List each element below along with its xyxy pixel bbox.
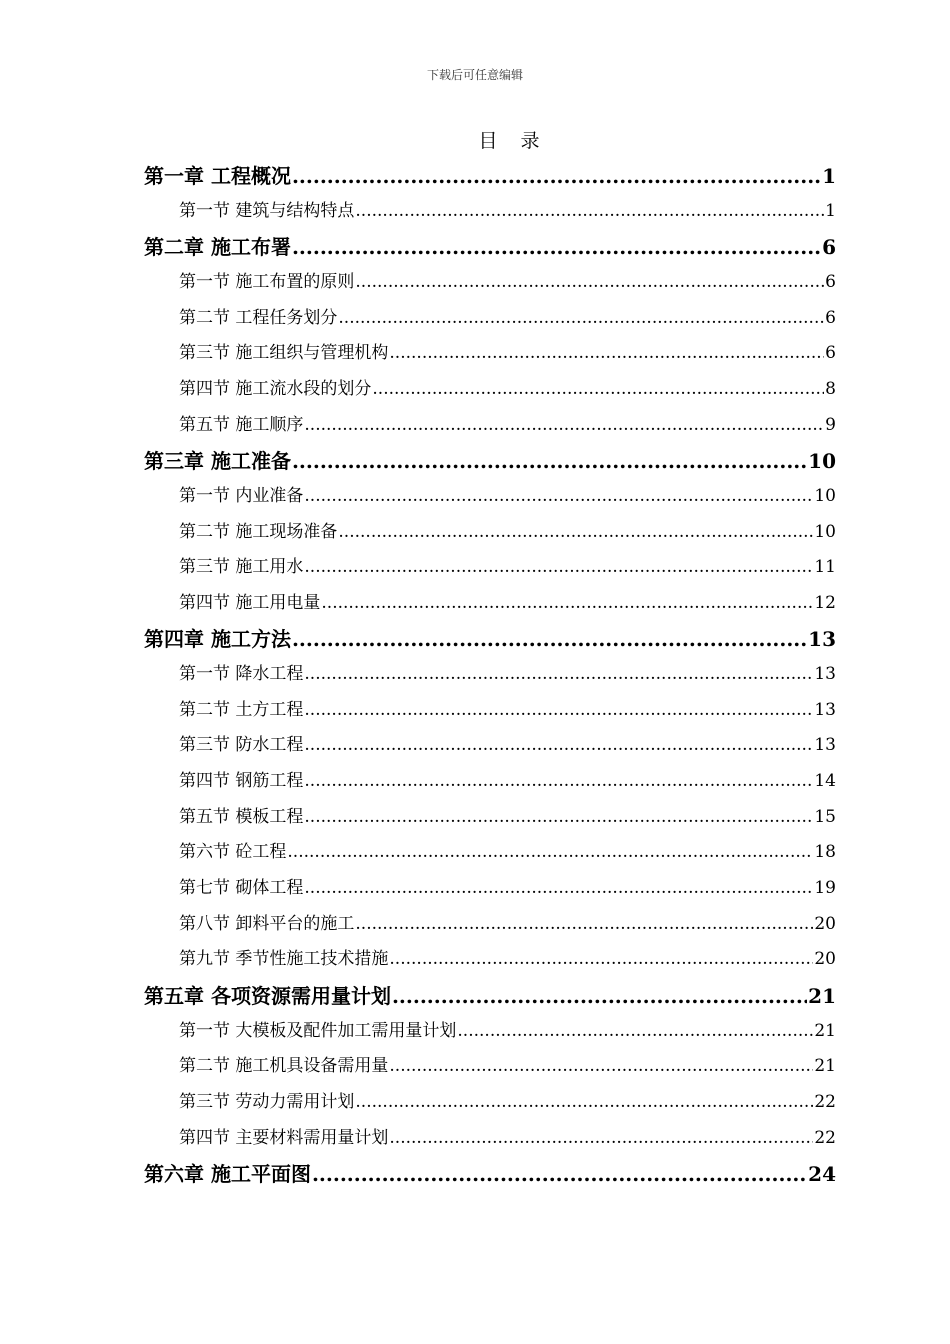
toc-dot-leader — [355, 201, 824, 221]
toc-entry-page-number: 24 — [808, 1162, 836, 1187]
toc-entry-page-number: 10 — [814, 485, 836, 506]
toc-entry-page-number: 13 — [814, 699, 836, 720]
toc-entry-label: 第一节 内业准备 — [179, 485, 304, 506]
toc-dot-leader — [389, 343, 824, 363]
toc-entry-page-number: 8 — [825, 378, 836, 399]
toc-dot-leader — [372, 379, 824, 399]
toc-entry-page-number: 22 — [814, 1091, 836, 1112]
toc-section-entry[interactable] — [179, 303, 836, 328]
toc-section-entry[interactable] — [179, 730, 836, 755]
toc-chapter-entry[interactable] — [144, 980, 836, 1009]
toc-dot-leader — [389, 1128, 813, 1148]
toc-dot-leader — [304, 557, 813, 577]
toc-dot-leader — [292, 164, 821, 188]
toc-entry-label: 第五节 模板工程 — [179, 806, 304, 827]
toc-section-entry[interactable] — [179, 1051, 836, 1076]
toc-section-entry[interactable] — [179, 802, 836, 827]
toc-entry-label: 第一节 大模板及配件加工需用量计划 — [179, 1020, 457, 1041]
toc-entry-page-number: 1 — [822, 164, 836, 188]
toc-title: 目 录 — [478, 130, 542, 152]
toc-entry-label: 第一节 施工布置的原则 — [179, 271, 355, 292]
toc-dot-leader — [389, 949, 813, 969]
toc-entry-label: 第一节 降水工程 — [179, 664, 304, 685]
toc-dot-leader — [287, 842, 813, 862]
toc-chapter-entry[interactable] — [144, 160, 836, 189]
toc-dot-leader — [312, 1162, 807, 1186]
toc-entry-page-number: 9 — [825, 414, 836, 435]
toc-entry-page-number: 19 — [814, 878, 836, 898]
toc-entry-label: 第三节 防水工程 — [179, 735, 304, 756]
toc-entry-page-number: 10 — [808, 449, 836, 474]
toc-entry-page-number: 13 — [808, 627, 836, 652]
toc-entry-page-number: 13 — [814, 664, 836, 685]
toc-entry-page-number: 20 — [814, 913, 836, 934]
toc-entry-label: 第七节 砌体工程 — [179, 878, 304, 898]
toc-entry-page-number: 21 — [808, 983, 836, 1008]
toc-dot-leader — [355, 1092, 813, 1112]
toc-section-entry[interactable] — [179, 588, 836, 613]
toc-chapter-entry[interactable] — [144, 623, 836, 652]
toc-section-entry[interactable] — [179, 659, 836, 684]
toc-entry-label: 第五节 施工顺序 — [179, 414, 304, 435]
toc-entry-page-number: 22 — [814, 1127, 836, 1148]
toc-section-entry[interactable] — [179, 695, 836, 720]
toc-entry-label: 第四章 施工方法 — [144, 627, 291, 652]
toc-entry-page-number: 10 — [814, 521, 836, 542]
toc-section-entry[interactable] — [179, 1016, 836, 1041]
toc-entry-label: 第六节 砼工程 — [179, 842, 287, 863]
toc-entry-label: 第四节 施工用电量 — [179, 592, 321, 613]
toc-entry-label: 第三节 劳动力需用计划 — [179, 1091, 355, 1112]
toc-section-entry[interactable] — [179, 552, 836, 577]
toc-dot-leader — [292, 627, 807, 651]
toc-entry-label: 第一节 建筑与结构特点 — [179, 200, 355, 221]
toc-dot-leader — [304, 664, 813, 684]
toc-entry-label: 第三章 施工准备 — [144, 449, 291, 474]
toc-dot-leader — [338, 308, 824, 328]
toc-entry-page-number: 11 — [814, 557, 836, 578]
toc-entry-label: 第二章 施工布署 — [144, 235, 291, 260]
toc-dot-leader — [304, 415, 824, 435]
toc-entry-label: 第二节 施工现场准备 — [179, 521, 338, 542]
toc-entry-page-number: 21 — [814, 1056, 836, 1077]
toc-entry-label: 第一章 工程概况 — [144, 164, 291, 188]
toc-dot-leader — [389, 1056, 813, 1076]
toc-entry-label: 第二节 工程任务划分 — [179, 307, 338, 328]
toc-section-entry[interactable] — [179, 766, 836, 791]
toc-entry-page-number: 6 — [825, 271, 836, 292]
toc-entry-label: 第三节 施工组织与管理机构 — [179, 343, 389, 364]
toc-entry-page-number: 6 — [825, 307, 836, 328]
toc-entry-page-number: 20 — [814, 949, 836, 970]
toc-section-entry[interactable] — [179, 1087, 836, 1112]
toc-entry-page-number: 18 — [814, 842, 836, 863]
toc-section-entry[interactable] — [179, 837, 836, 862]
toc-section-entry[interactable] — [179, 338, 836, 363]
page-header: 下载后可任意编辑 — [426, 68, 523, 82]
toc-entry-label: 第五章 各项资源需用量计划 — [144, 983, 391, 1008]
toc-section-entry[interactable] — [179, 944, 836, 969]
toc-section-entry[interactable] — [179, 1123, 836, 1148]
toc-entry-page-number: 6 — [825, 343, 836, 364]
toc-entry-page-number: 12 — [814, 592, 836, 613]
toc-section-entry[interactable] — [179, 481, 836, 506]
toc-dot-leader — [292, 449, 807, 473]
toc-entry-label: 第八节 卸料平台的施工 — [179, 913, 355, 934]
toc-entry-page-number: 6 — [822, 235, 836, 260]
toc-section-entry[interactable] — [179, 517, 836, 542]
toc-entry-page-number: 21 — [814, 1020, 836, 1041]
toc-entry-page-number: 13 — [814, 735, 836, 756]
toc-dot-leader — [321, 593, 813, 613]
toc-entry-page-number: 14 — [814, 771, 836, 792]
toc-entry-label: 第九节 季节性施工技术措施 — [179, 949, 389, 970]
toc-dot-leader — [304, 807, 813, 827]
toc-section-entry[interactable] — [179, 909, 836, 934]
toc-entry-page-number: 1 — [825, 200, 836, 221]
toc-entry-label: 第四节 施工流水段的划分 — [179, 378, 372, 399]
toc-dot-leader — [304, 878, 813, 898]
toc-dot-leader — [392, 984, 807, 1008]
toc-dot-leader — [292, 235, 821, 259]
toc-section-entry[interactable] — [179, 374, 836, 399]
toc-entry-label: 第二节 施工机具设备需用量 — [179, 1056, 389, 1077]
toc-dot-leader — [355, 914, 813, 934]
toc-entry-label: 第四节 主要材料需用量计划 — [179, 1127, 389, 1148]
toc-entry-label: 第三节 施工用水 — [179, 557, 304, 578]
toc-dot-leader — [304, 486, 813, 506]
toc-entry-label: 第四节 钢筋工程 — [179, 771, 304, 792]
toc-dot-leader — [355, 272, 824, 292]
toc-entry-label: 第二节 土方工程 — [179, 699, 304, 720]
toc-dot-leader — [304, 771, 813, 791]
toc-section-entry[interactable] — [179, 873, 836, 898]
toc-section-entry[interactable] — [179, 267, 836, 292]
toc-dot-leader — [338, 522, 813, 542]
toc-dot-leader — [457, 1021, 813, 1041]
toc-chapter-entry[interactable] — [144, 231, 836, 260]
toc-dot-leader — [304, 700, 813, 720]
toc-entry-label: 第六章 施工平面图 — [144, 1162, 311, 1187]
toc-chapter-entry[interactable] — [144, 1158, 836, 1187]
toc-chapter-entry[interactable] — [144, 445, 836, 474]
toc-entry-page-number: 15 — [814, 806, 836, 827]
toc-dot-leader — [304, 735, 813, 755]
toc-section-entry[interactable] — [179, 196, 836, 221]
toc-section-entry[interactable] — [179, 410, 836, 435]
